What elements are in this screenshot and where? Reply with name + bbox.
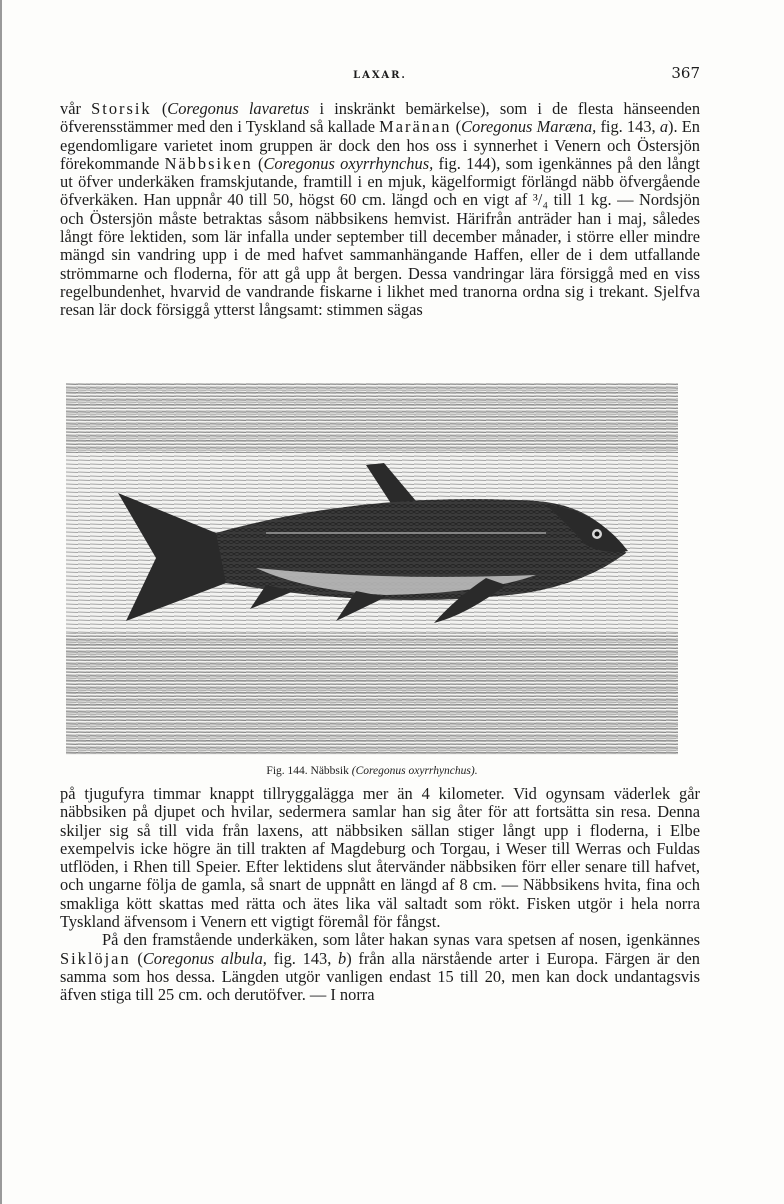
latin-name: Coregonus albula, xyxy=(142,948,267,968)
term-nabbsiken: Näbbsiken xyxy=(164,153,253,173)
term-maranan: Maränan xyxy=(379,117,452,137)
text-run: ( xyxy=(151,99,168,118)
text-run: ). En egendomligare varietet inom gruppen är dock den hos oss i synnerhet i Venern och Östersjön förekommande xyxy=(60,117,700,173)
caption-species: (Coregonus oxyrrhynchus). xyxy=(351,765,478,777)
figure-caption xyxy=(66,765,678,777)
page-number: 367 xyxy=(671,64,700,82)
fish-engraving xyxy=(66,383,678,755)
figure-ref-letter: a xyxy=(659,117,669,137)
caption-name: Näbbsik xyxy=(307,765,352,777)
text-run: ) från alla närstående arter i Europa. Färgen är den samma som hos dessa. Längden utgör vanligen endast 15 till 20, men kan dock undantagsvis äfven stiga till 25 cm. och derutöfver. — I norra xyxy=(60,948,700,1005)
text-run: fig. 144), som igenkännes på den långt ut öfver underkäken framskjutande, framtill i en mjuk, kägelformigt förlängd näbb öfvergående öfverkäken. Han uppnår 40 till 50, högst 60 cm. längd och en vigt af ³/₄ till 1 kg. — Nordsjön och Östersjön måste betraktas såsom näbbsikens hemvist. Härifrån anträder han i maj, således långt före lektiden, som lär infalla under september till december månader, i större eller mindre mängd sin vandring upp i de med hafvet sammanhängande Haffen, eller de i dem utfallande strömmarne och floderna, för att gå upp åt bergen. Dessa vandringar lära försiggå med en viss regelbundenhet, hvarvid de vandrande fiskarne i likhet med tranorna ordna sig i trekant. Sjelfva resan lär dock försiggå ytterst långsamt: stimmen sägas xyxy=(60,153,700,320)
paragraph xyxy=(60,100,700,320)
term-storsik: Storsik xyxy=(91,99,152,118)
latin-name: Coregonus lavaretus xyxy=(167,99,310,118)
text-run: fig. 143, xyxy=(266,948,339,968)
text-run: i inskränkt bemärkelse), som i de flesta hänseenden öfverensstämmer med den i Tyskland så kallade xyxy=(60,99,701,137)
text-run: fig. 143, xyxy=(596,117,660,137)
paragraph: på tjugufyra timmar knappt tillryggalägga mer än 4 kilometer. Vid ogynsam väderlek går näbbsiken på djupet och hvilar, sedermera samlar han sig åter för att fortsätta sin resa. Denna skiljer sig så till vida från laxens, att näbbsiken sällan stiger långt upp i floderna, i Elbe exempelvis icke högre än till trakten af Magdeburg och Torgau, i Weser till Werras och Fuldas utflöden, i Rhen till Speier. Efter lektidens slut återvänder näbbsiken förr eller senare till hafvet, och ungarne följa de gamla, så snart de uppnått en längd af 8 cm. — Näbbsikens hvita, fina och smakliga kött skattas med rätta och ätes lika väl saltadt som rökt. Fisken utgör i hela norra Tyskland äfvensom i Venern ett vigtigt föremål för fångst. xyxy=(60,784,700,932)
top-paragraph xyxy=(60,100,700,320)
text-run: ( xyxy=(451,117,462,137)
bottom-hatching xyxy=(66,633,678,755)
latin-name: Coregonus oxyrrhynchus, xyxy=(263,153,434,173)
surface-hatching xyxy=(66,383,678,453)
text-run: ( xyxy=(130,948,143,968)
text-run: vår xyxy=(60,99,92,118)
figure-ref-letter: b xyxy=(338,948,347,968)
text-run: På den framstående underkäken, som låter hakan synas vara spetsen af nosen, igenkännes xyxy=(102,930,700,950)
fish-pupil xyxy=(595,532,600,537)
page-header xyxy=(60,64,700,86)
figure-144 xyxy=(66,383,678,777)
latin-name: Coregonus Maræna, xyxy=(461,117,597,137)
term-siklojan: Siklöjan xyxy=(60,948,131,968)
bottom-text xyxy=(60,785,700,1005)
paragraph xyxy=(60,931,700,1004)
caption-label: Fig. 144. xyxy=(266,765,308,777)
text-run: ( xyxy=(252,153,264,173)
running-title: LAXAR. xyxy=(353,70,407,81)
